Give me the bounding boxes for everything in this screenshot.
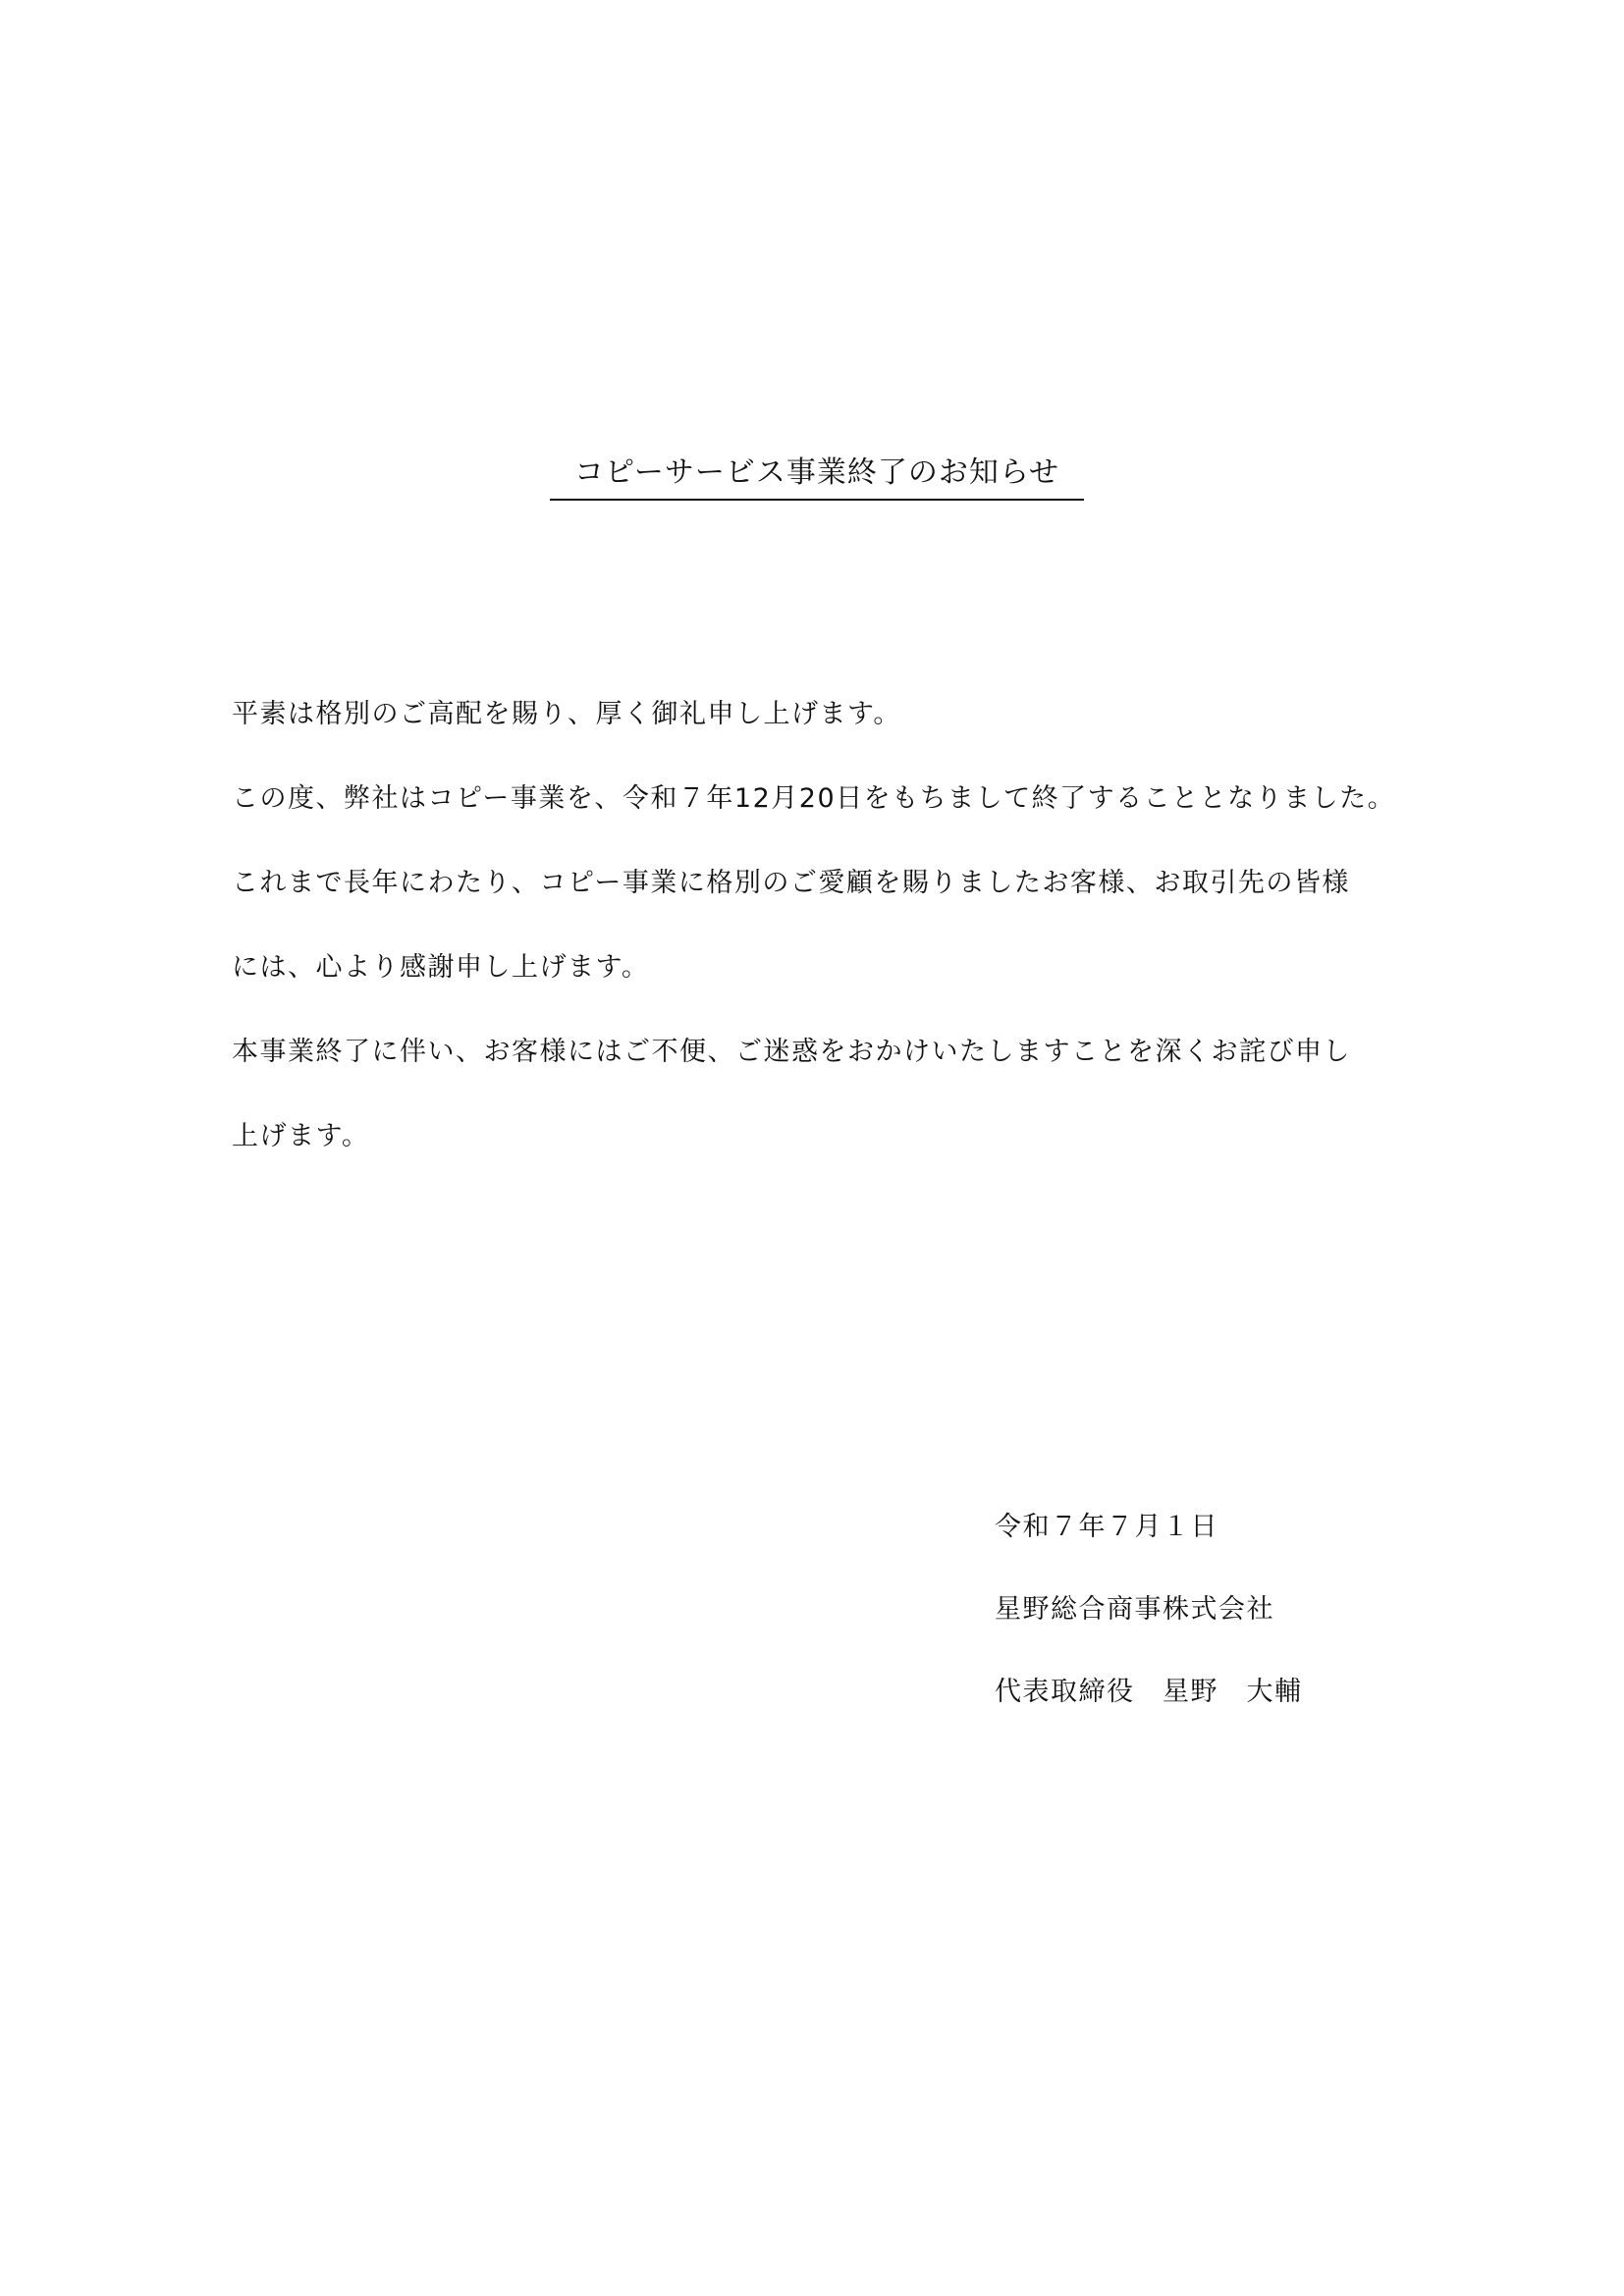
paragraph-apology-line-2: 上げます。 bbox=[232, 1121, 370, 1151]
paragraph-thanks-line-2: には、心より感謝申し上げます。 bbox=[232, 952, 650, 983]
paragraph-thanks-line-1: これまで長年にわたり、コピー事業に格別のご愛顧を賜りましたお客様、お取引先の皆様 bbox=[232, 868, 1350, 898]
paragraph-apology-line-1: 本事業終了に伴い、お客様にはご不便、ご迷惑をおかけいたしますことを深くお詫び申し bbox=[232, 1037, 1351, 1067]
notice-title: コピーサービス事業終了のお知らせ bbox=[550, 454, 1084, 501]
paragraph-greeting: 平素は格別のご高配を賜り、厚く御礼申し上げます。 bbox=[232, 699, 901, 729]
paragraph-announcement: この度、弊社はコピー事業を、令和７年12月20日をもちまして終了することとなりました。 bbox=[232, 783, 1396, 814]
signature-date: 令和７年７月１日 bbox=[995, 1512, 1218, 1542]
signature-representative: 代表取締役 星野 大輔 bbox=[995, 1677, 1303, 1707]
signature-company: 星野総合商事株式会社 bbox=[995, 1594, 1274, 1625]
